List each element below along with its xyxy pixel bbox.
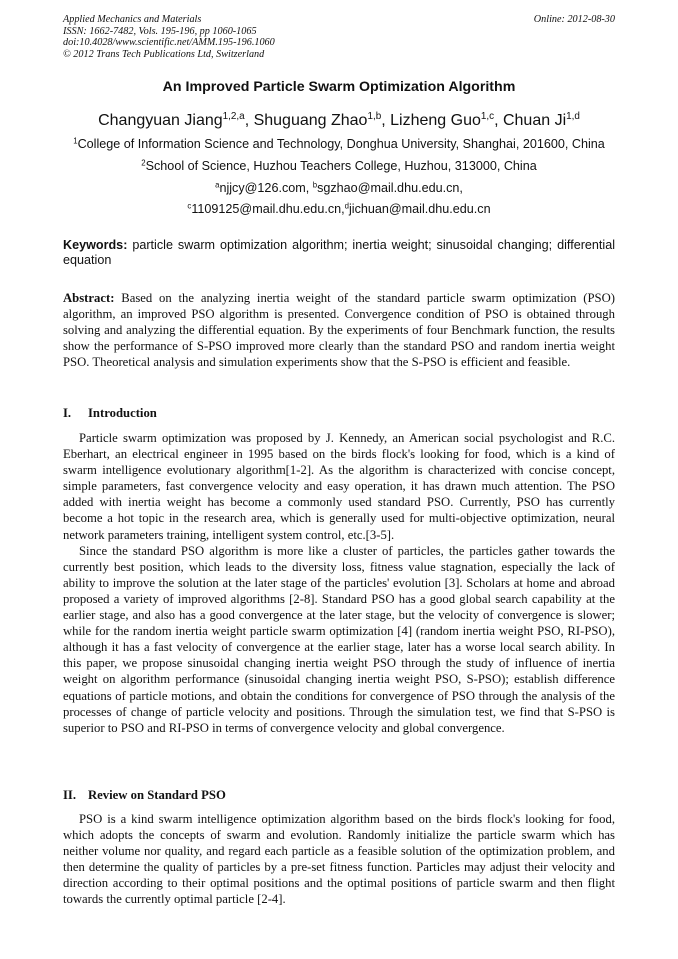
author: Chuan Ji$^{1,d}$ <box>502 111 580 129</box>
section-heading: II. Review on Standard PSO <box>63 788 226 802</box>
affiliation: $^1$College of Information Science and Technology, Donghua University, Shanghai, 201600, China <box>73 136 605 151</box>
paper-title: An Improved Particle Swarm Optimization Algorithm <box>162 79 516 95</box>
abstract: Abstract: Based on the analyzing inertia weight of the standard particle swarm optimization (PSO) algorithm, an improved PSO algorithm is presented. Convergence condition of PSO is obtained through solving and analyzing the differential equation. By the experiments of four Benchmark function, the results show the performance of S-PSO improved more clearly than the standard PSO and random inertia weight PSO. Theoretical analysis and simulation experiments show that the S-PSO is efficient and feasible. <box>63 291 615 370</box>
paragraph: Since the standard PSO algorithm is more like a cluster of particles, the particles gather towards the currently best position, which leads to the diversity loss, fitness value stagnation, especially the lack of ability to improve the solution at the later stage of the particles' evolution [3]. Scholars at home and abroad proposed a variety of improved algorithms [2-8]. Standard PSO has a good global search capability at the earlier stage, and also has a good convergence at the later stage, but the velocity of convergence is slower; while for the random inertia weight particle swarm optimization [4] (random inertia weight PSO, RI-PSO), although it has a fast velocity of convergence at the earlier stage, later has a worse local search ability. In this paper, we propose sinusoidal changing inertia weight PSO through the study of influence of inertia weight on algorithm performance (sinusoidal changing inertia weight PSO, S-PSO); establish difference equations of particle motions, and obtain the conditions for convergence of PSO through the analysis of the processes of change of particle velocity and positions. Through the simulation test, we find that S-PSO is superior to PSO and RI-PSO in terms of convergence velocity and global convergence. <box>63 543 615 735</box>
section-body <box>63 811 615 908</box>
email-line: $^c$1109125@mail.dhu.edu.cn,$^d$jichuan@mail.dhu.edu.cn <box>187 201 491 216</box>
copyright: © 2012 Trans Tech Publications Ltd, Switzerland <box>63 48 265 60</box>
section-heading: I. Introduction <box>63 406 157 420</box>
journal-name: Applied Mechanics and Materials <box>63 14 202 25</box>
journal-header <box>63 14 275 60</box>
doi: doi:10.4028/www.scientific.net/AMM.195-196.1060 <box>63 37 275 48</box>
author: Lizheng Guo$^{1,c}$, <box>390 111 503 129</box>
paragraph: Particle swarm optimization was proposed by J. Kennedy, an American social psychologist and R.C. Eberhart, an electrical engineer in 1995 based on the birds flock's looking for food, which is a kind of swarm intelligence evolutionary algorithm[1-2]. As the algorithm is characterized with concise concept, simple parameters, fast convergence velocity and easy operation, it has drawn much attention. The PSO added with inertia weight has become a commonly used standard PSO. Currently, PSO has currently become a hot topic in the research area, which is generally used for multi-objective optimization, neural network parameters training, intelligent system control, etc.[3-5]. <box>63 431 615 542</box>
author: Shuguang Zhao$^{1,b}$, <box>253 111 391 129</box>
email-line: $^a$njjcy@126.com, $^b$sgzhao@mail.dhu.edu.cn, <box>215 180 463 195</box>
affiliation: $^2$School of Science, Huzhou Teachers College, Huzhou, 313000, China <box>141 158 537 173</box>
section-body <box>63 430 615 736</box>
online-date: Online: 2012-08-30 <box>533 14 615 25</box>
keywords: Keywords: particle swarm optimization algorithm; inertia weight; sinusoidal changing; differential equation <box>63 238 615 267</box>
author-list <box>0 112 678 130</box>
author: Changyuan Jiang$^{1,2,a}$, <box>98 111 254 129</box>
paragraph: PSO is a kind swarm intelligence optimization algorithm based on the birds flock's looking for food, which adopts the concepts of swarm and evolution. Randomly initialize the particle swarm which has neither volume nor quality, and regard each particle as a feasible solution of the optimization problem, and then determine the quality of particles by a pre-set fitness function. Particles may adjust their velocity and direction according to their optimal positions and the optimal positions of particle swarm and then flight towards the currently optimal particle [2-4]. <box>63 812 615 907</box>
issn: ISSN: 1662-7482, Vols. 195-196, pp 1060-1065 <box>63 25 257 37</box>
